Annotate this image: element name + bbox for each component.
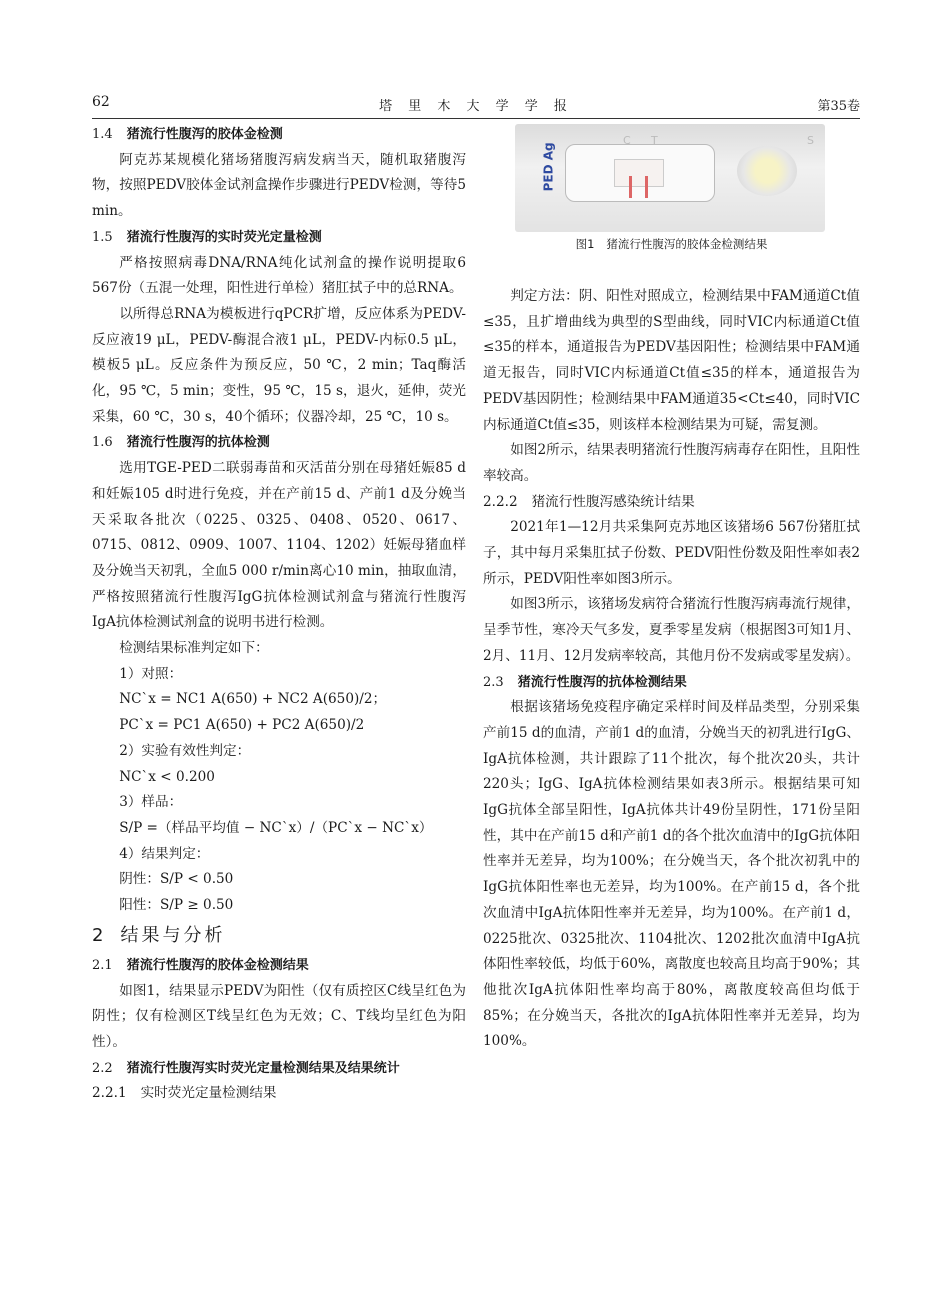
paragraph: 如图2所示，结果表明猪流行性腹泻病毒存在阳性，且阳性率较高。 — [483, 442, 860, 484]
formula-line: NC`x < 0.200 — [119, 768, 215, 785]
figure-1-test-cassette — [515, 124, 825, 232]
volume-label: 第35卷 — [817, 99, 860, 114]
criteria-line: 2）实验有效性判定： — [119, 742, 251, 759]
section-heading-1-4: 1.4 猪流行性腹泻的胶体金检测 — [92, 127, 283, 142]
criteria-line: 阳性：S/P ≥ 0.50 — [119, 897, 234, 914]
figure-caption: 图1 猪流行性腹泻的胶体金检测结果 — [575, 237, 768, 251]
page-number: 62 — [92, 94, 110, 110]
paragraph: 以所得总RNA为模板进行qPCR扩增，反应体系为PEDV-反应液19 μL，PEDV-酶混合液1 μL，PEDV-内标0.5 μL，模板5 μL。反应条件为预反应，50 ℃，2 min；Taq酶活化，95 ℃，5 min；变性，95 ℃，15 s，退火，延伸，荧光采集，60 ℃，30 s，40个循环；仪器冷却，25 ℃，10 s。 — [92, 305, 466, 425]
criteria-line: 3）样品： — [119, 794, 183, 811]
section-heading-2-2: 2.2 猪流行性腹泻实时荧光定量检测结果及结果统计 — [92, 1060, 400, 1076]
paragraph: 根据该猪场免疫程序确定采样时间及样品类型，分别采集产前15 d的血清，产前1 d的血清，分娩当天的初乳进行IgG、IgA抗体检测，共计跟踪了11个批次，每个批次20头，共计220头；IgG、IgA抗体检测结果如表3所示。根据结果可知IgG抗体全部呈阳性，IgA抗体共计49份呈阴性，171份呈阳性，其中在产前15 d和产前1 d的各个批次血清中的IgG抗体阳性率并无差异，均为100%；在分娩当天，各个批次初乳中的IgG抗体阳性率也无差异，均为100%。在产前15 d，各个批次血清中IgA抗体阳性率并无差异，均为100%。在产前1 d，0225批次、0325批次、1104批次、1202批次血清中IgA抗体阳性率较低，均低于60%，离散度也较高且均高于90%；其他批次IgA抗体阳性率均高于80%，离散度较高但均低于85%；在分娩当天，各批次的IgA抗体阳性率并无差异，均为100%。 — [483, 699, 860, 1050]
paragraph: 如图1，结果显示PEDV为阳性（仅有质控区C线呈红色为阴性；仅有检测区T线呈红色为无效；C、T线均呈红色为阳性）。 — [92, 982, 466, 1050]
paragraph: 选用TGE-PED二联弱毒苗和灭活苗分别在母猪妊娠85 d和妊娠105 d时进行免疫，并在产前15 d、产前1 d及分娩当天采取各批次（0225、0325、0408、0520、0617、0715、0812、0909、1007、1104、1202）妊娠母猪血样及分娩当天初乳，全血5 000 r/min离心10 min，抽取血清，严格按照猪流行性腹泻IgG抗体检测试剂盒与猪流行性腹泻IgA抗体检测试剂盒的说明书进行检测。 — [92, 460, 466, 631]
criteria-line: 1）对照： — [119, 665, 183, 682]
paragraph: 判定方法：阴、阳性对照成立，检测结果中FAM通道Ct值≤35，且扩增曲线为典型的S型曲线，同时VIC内标通道Ct值≤35的样本，通道报告为PEDV基因阳性；检测结果中FAM通道无报告，同时VIC内标通道Ct值≤35的样本，通道报告为PEDV基因阴性；检测结果中FAM通道35<Ct≤40，同时VIC内标通道Ct值≤35，则该样本检测结果为可疑，需复测。 — [483, 288, 860, 433]
paragraph: 严格按照病毒DNA/RNA纯化试剂盒的操作说明提取6 567份（五混一处理，阳性进行单检）猪肛拭子中的总RNA。 — [92, 254, 466, 297]
test-line — [645, 176, 648, 198]
section-heading-2-2-2: 2.2.2 猪流行性腹泻感染统计结果 — [483, 493, 695, 510]
mark-t: T — [651, 134, 658, 147]
criteria-line: 4）结果判定： — [119, 845, 210, 862]
paragraph: 2021年1—12月共采集阿克苏地区该猪场6 567份猪肛拭子，其中每月采集肛拭子份数、PEDV阳性份数及阳性率如表2所示，PEDV阳性率如图3所示。 — [483, 519, 860, 587]
mark-s: S — [807, 134, 814, 147]
sample-well — [737, 146, 797, 196]
paragraph: 阿克苏某规模化猪场猪腹泻病发病当天，随机取猪腹泻物，按照PEDV胶体金试剂盒操作步骤进行PEDV检测，等待5 min。 — [92, 151, 466, 220]
criteria-line: 阴性：S/P < 0.50 — [119, 871, 234, 888]
formula-line: S/P =（样品平均值 − NC`x）/（PC`x − NC`x） — [119, 819, 433, 836]
result-window — [614, 159, 664, 187]
page-header — [92, 94, 860, 119]
formula-line: NC`x = NC1 A(650) + NC2 A(650)/2； — [119, 691, 387, 708]
paragraph: 如图3所示，该猪场发病符合猪流行性腹泻病毒流行规律，呈季节性，寒冷天气多发，夏季零星发病（根据图3可知1月、2月、11月、12月发病率较高，其他月份不发病或零星发病）。 — [483, 596, 860, 664]
mark-c: C — [623, 134, 631, 147]
left-column — [92, 122, 466, 1107]
section-heading-2-1: 2.1 猪流行性腹泻的胶体金检测结果 — [92, 957, 309, 973]
cassette-label: PED Ag — [541, 142, 556, 192]
section-heading-2-2-1: 2.2.1 实时荧光定量检测结果 — [92, 1085, 277, 1102]
section-heading-1-6: 1.6 猪流行性腹泻的抗体检测 — [92, 435, 270, 451]
criteria-line: 检测结果标准判定如下： — [119, 640, 269, 657]
right-column — [483, 122, 860, 1055]
control-line — [629, 176, 632, 198]
section-heading-1-5: 1.5 猪流行性腹泻的实时荧光定量检测 — [92, 229, 322, 245]
journal-title: 塔 里 木 大 学 学 报 — [379, 99, 573, 114]
formula-line: PC`x = PC1 A(650) + PC2 A(650)/2 — [119, 717, 365, 734]
section-heading-2: 2 结果与分析 — [92, 924, 226, 946]
section-heading-2-3: 2.3 猪流行性腹泻的抗体检测结果 — [483, 674, 687, 690]
test-strip — [565, 144, 715, 202]
